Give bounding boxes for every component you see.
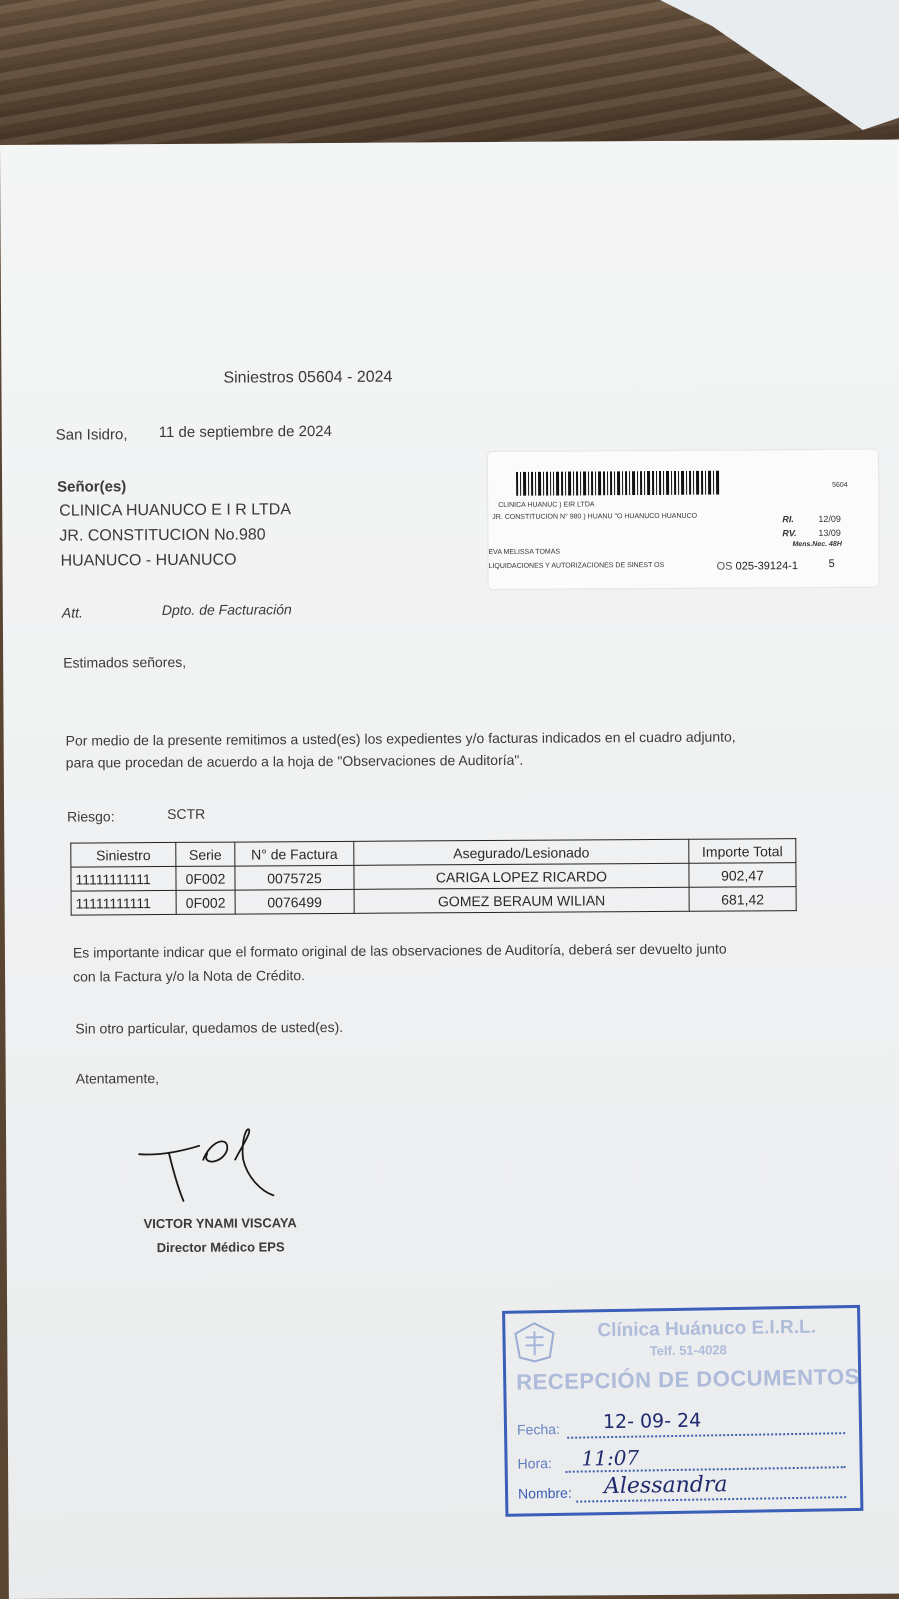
cell-serie: 0F002 bbox=[176, 890, 235, 914]
paragraph-1-line-1: Por medio de la presente remitimos a usted(es) los expedientes y/o facturas indicados en el cuadro adjunto, bbox=[65, 728, 736, 749]
paragraph-1-line-2: para que procedan de acuerdo a la hoja de "Observaciones de Auditoría". bbox=[65, 751, 524, 771]
paragraph-2-line-2: con la Factura y/o la Nota de Crédito. bbox=[73, 967, 306, 985]
fecha-dotted-line bbox=[567, 1432, 845, 1439]
stamp-phone: Telf. 51-4028 bbox=[649, 1342, 727, 1359]
recipient-city: HUANUCO - HUANUCO bbox=[60, 551, 237, 570]
cell-factura: 0076499 bbox=[235, 889, 354, 914]
recipient-name: CLINICA HUANUCO E I R LTDA bbox=[59, 501, 292, 520]
salutation: Señor(es) bbox=[57, 478, 127, 496]
closing-line: Sin otro particular, quedamos de usted(es). bbox=[75, 1018, 344, 1037]
cell-asegurado: GOMEZ BERAUM WILIAN bbox=[354, 887, 689, 913]
stamp-fecha-value: 12- 09- 24 bbox=[602, 1409, 702, 1434]
cell-asegurado: CARIGA LOPEZ RICARDO bbox=[354, 863, 689, 889]
att-value: Dpto. de Facturación bbox=[161, 601, 292, 619]
riesgo-value: SCTR bbox=[167, 805, 206, 822]
cell-importe: 681,42 bbox=[689, 887, 796, 912]
letter-date: 11 de septiembre de 2024 bbox=[158, 422, 332, 442]
col-asegurado: Asegurado/Lesionado bbox=[354, 839, 689, 865]
paragraph-2-line-1: Es importante indicar que el formato original de las observaciones de Auditoría, deberá ser devuelto junto bbox=[72, 940, 727, 961]
label-os-suffix: 5 bbox=[828, 557, 835, 570]
col-importe: Importe Total bbox=[689, 839, 796, 864]
place: San Isidro, bbox=[55, 426, 128, 444]
stamp-fecha-label: Fecha: bbox=[516, 1420, 560, 1438]
regards: Atentamente, bbox=[75, 1070, 160, 1087]
siniestros-line: Siniestros 05604 - 2024 bbox=[223, 368, 393, 387]
col-factura: N° de Factura bbox=[235, 841, 354, 866]
label-rv-value: 13/09 bbox=[818, 527, 841, 539]
cell-factura: 0075725 bbox=[235, 865, 354, 890]
letter-page bbox=[0, 140, 899, 1599]
cell-siniestro: 11111111111 bbox=[71, 890, 176, 915]
invoice-table bbox=[70, 838, 796, 915]
signer-title: Director Médico EPS bbox=[156, 1239, 285, 1256]
cell-importe: 902,47 bbox=[689, 863, 796, 888]
label-dept: LIQUIDACIONES Y AUTORIZACIONES DE SINEST OS bbox=[488, 561, 665, 571]
stamp-nombre-label: Nombre: bbox=[517, 1484, 572, 1502]
col-siniestro: Siniestro bbox=[71, 842, 176, 867]
stamp-company: Clínica Huánuco E.I.R.L. bbox=[597, 1316, 817, 1342]
label-mens: Mens.Nec. 48H bbox=[792, 540, 842, 549]
stamp-hora-value: 11:07 bbox=[581, 1445, 640, 1471]
label-ri-value: 12/09 bbox=[818, 513, 841, 525]
label-person: EVA MELISSA TOMAS bbox=[488, 548, 561, 557]
label-address: JR. CONSTITUCION N° 980 ) HUANU "O HUANUCO HUANUCO bbox=[492, 512, 698, 521]
signer-name: VICTOR YNAMI VISCAYA bbox=[143, 1215, 297, 1232]
col-serie: Serie bbox=[176, 842, 235, 866]
routing-label bbox=[488, 450, 879, 589]
label-os-prefix: OS bbox=[716, 560, 733, 573]
signature-scribble bbox=[131, 1125, 302, 1211]
emblem-icon bbox=[509, 1319, 560, 1364]
cell-serie: 0F002 bbox=[176, 866, 235, 890]
table-row bbox=[71, 887, 796, 915]
greeting: Estimados señores, bbox=[63, 653, 187, 671]
barcode-icon bbox=[516, 471, 721, 496]
stamp-hora-label: Hora: bbox=[517, 1455, 552, 1472]
reception-stamp bbox=[502, 1305, 863, 1517]
label-os-number: 025-39124-1 bbox=[735, 560, 799, 573]
stamp-nombre-value: Alessandra bbox=[603, 1472, 728, 1500]
label-ri-label: RI. bbox=[782, 514, 794, 525]
recipient-street: JR. CONSTITUCION No.980 bbox=[59, 526, 266, 545]
label-rv-label: RV. bbox=[782, 528, 797, 539]
cell-siniestro: 11111111111 bbox=[71, 866, 176, 891]
label-clinic: CLINICA HUANUC ) EIR LTDA bbox=[498, 501, 595, 509]
stamp-heading: RECEPCIÓN DE DOCUMENTOS bbox=[516, 1363, 860, 1395]
att-label: Att. bbox=[61, 604, 83, 621]
label-code: 5604 bbox=[832, 481, 848, 489]
riesgo-label: Riesgo: bbox=[67, 808, 115, 825]
